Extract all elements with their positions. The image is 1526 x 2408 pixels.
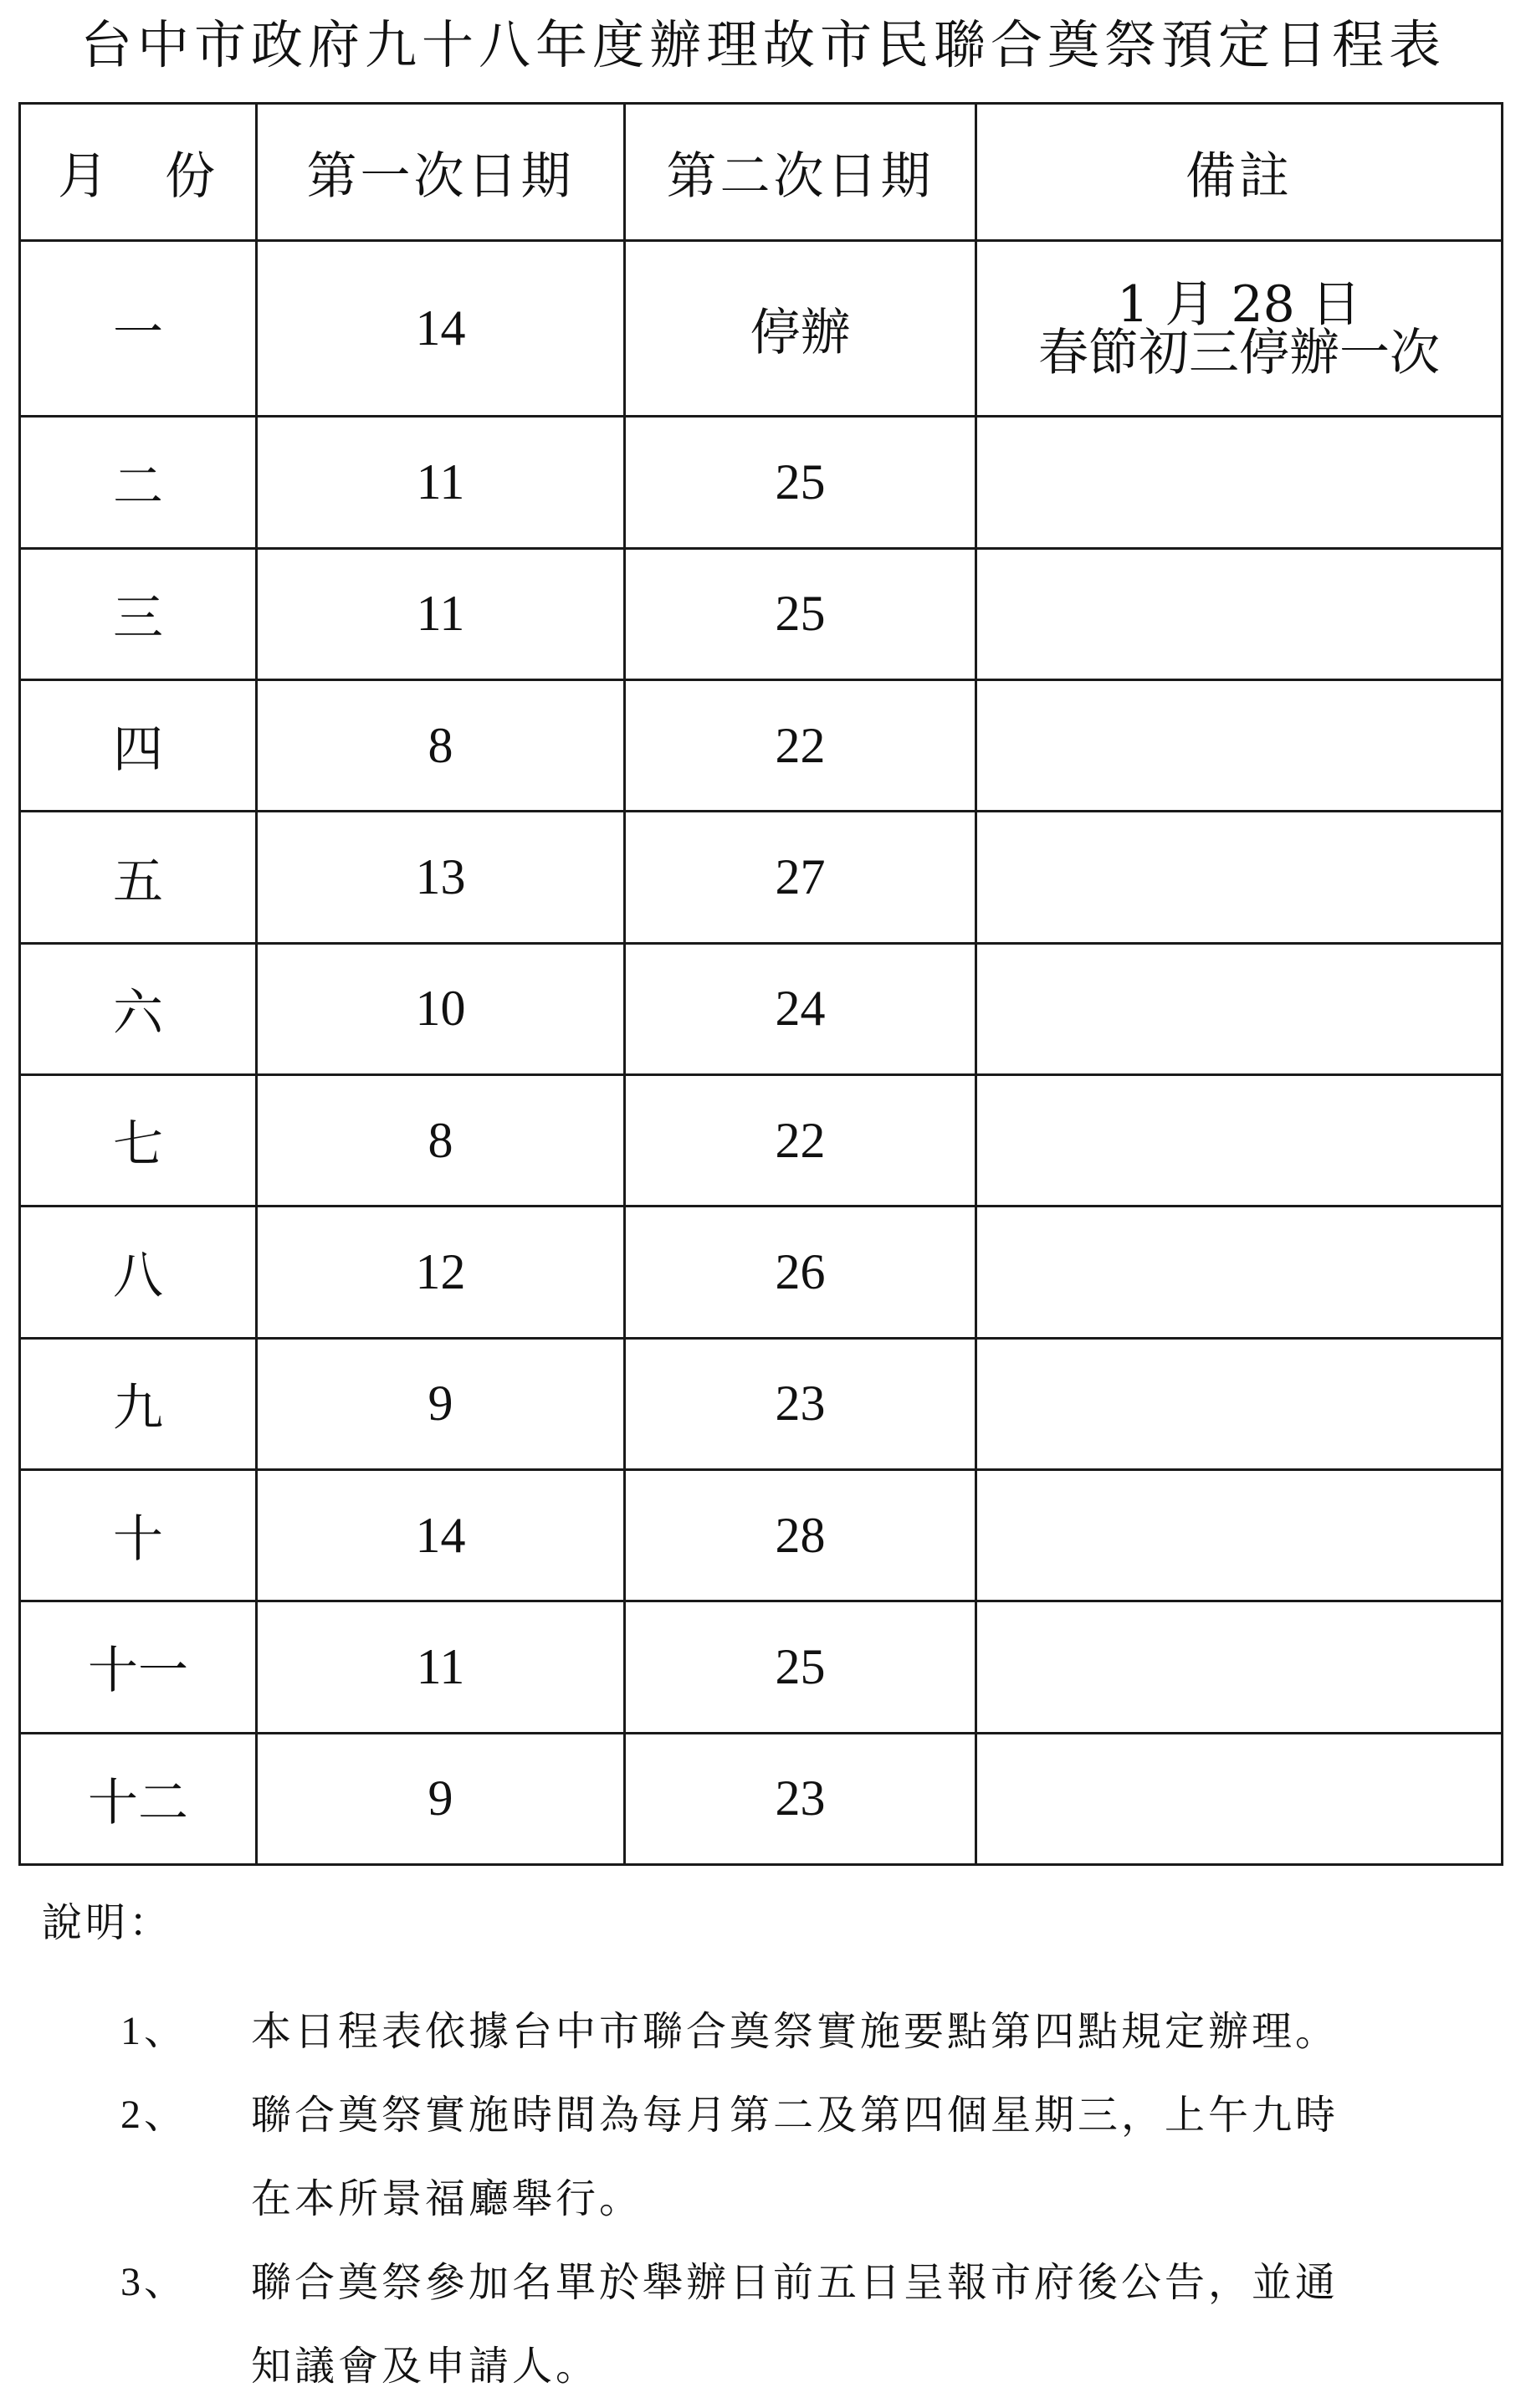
second-date-cell: 22: [625, 680, 976, 812]
table-row: [20, 1601, 1503, 1733]
header-second-date: 第二次日期: [625, 104, 976, 241]
note-number: 2、: [120, 2093, 188, 2137]
second-date-cell: 22: [625, 1075, 976, 1207]
note-text: [251, 2073, 1506, 2241]
month-cell: 二: [20, 417, 257, 548]
table-row: [20, 943, 1503, 1074]
note-line: 在本所景福廳舉行。: [251, 2175, 643, 2222]
first-date-cell: 9: [257, 1733, 625, 1864]
note-line: 聯合奠祭實施時間為每月第二及第四個星期三，上午九時: [251, 2092, 1339, 2139]
note-text: [251, 2241, 1506, 2408]
second-date-cell: 28: [625, 1469, 976, 1601]
remark-cell: [976, 1075, 1503, 1207]
remark-cell: [976, 1207, 1503, 1338]
note-number: 1、: [120, 2009, 188, 2053]
table-row: [20, 548, 1503, 679]
notes-section: [42, 1889, 1506, 2408]
first-date-cell: 14: [257, 241, 625, 417]
note-line: 聯合奠祭參加名單於舉辦日前五日呈報市府後公告，並通: [251, 2259, 1339, 2306]
remark-cell: [976, 812, 1503, 943]
month-cell: 三: [20, 548, 257, 679]
month-cell: 十一: [20, 1601, 257, 1733]
table-header-row: [20, 104, 1503, 241]
header-month: 月 份: [20, 104, 257, 241]
first-date-cell: 13: [257, 812, 625, 943]
second-date-cell: 23: [625, 1733, 976, 1864]
remark-date: 1 月 28 日: [1117, 274, 1361, 334]
table-row: [20, 1338, 1503, 1469]
remark-cell: [976, 680, 1503, 812]
remark-cell: [976, 1601, 1503, 1733]
month-cell: 十: [20, 1469, 257, 1601]
schedule-table: [18, 102, 1503, 1866]
note-line: 本日程表依據台中市聯合奠祭實施要點第四點規定辦理。: [251, 2008, 1339, 2055]
second-date-cell: 27: [625, 812, 976, 943]
first-date-cell: 11: [257, 548, 625, 679]
table-row: [20, 241, 1503, 417]
second-date-cell: 23: [625, 1338, 976, 1469]
second-date-cell: 24: [625, 943, 976, 1074]
table-row: [20, 680, 1503, 812]
month-cell: 八: [20, 1207, 257, 1338]
month-cell: 十二: [20, 1733, 257, 1864]
note-item: [42, 1990, 1506, 2073]
month-cell: 九: [20, 1338, 257, 1469]
note-number: 3、: [120, 2260, 188, 2304]
remark-cell: [976, 1338, 1503, 1469]
note-line: 知議會及申請人。: [251, 2343, 600, 2390]
first-date-cell: 12: [257, 1207, 625, 1338]
month-cell: 五: [20, 812, 257, 943]
second-date-cell: 25: [625, 417, 976, 548]
remark-cell: [976, 943, 1503, 1074]
table-row: [20, 1207, 1503, 1338]
remark-text: 春節初三停辦一次: [1038, 323, 1440, 382]
month-cell: 一: [20, 241, 257, 417]
table-row: [20, 1075, 1503, 1207]
first-date-cell: 11: [257, 1601, 625, 1733]
first-date-cell: 8: [257, 1075, 625, 1207]
first-date-cell: 9: [257, 1338, 625, 1469]
notes-label: 說明：: [42, 1899, 173, 1946]
remark-cell: [976, 548, 1503, 679]
header-remarks: 備註: [976, 104, 1503, 241]
second-date-cell: 25: [625, 548, 976, 679]
remark-cell: [976, 1733, 1503, 1864]
first-date-cell: 11: [257, 417, 625, 548]
note-text: [251, 1990, 1506, 2073]
note-item: [42, 2073, 1506, 2241]
month-cell: 七: [20, 1075, 257, 1207]
header-first-date: 第一次日期: [257, 104, 625, 241]
table-row: [20, 812, 1503, 943]
first-date-cell: 10: [257, 943, 625, 1074]
second-date-cell: 25: [625, 1601, 976, 1733]
first-date-cell: 8: [257, 680, 625, 812]
second-date-cell: 停辦: [625, 241, 976, 417]
month-cell: 六: [20, 943, 257, 1074]
note-item: [42, 2241, 1506, 2408]
month-cell: 四: [20, 680, 257, 812]
document-title: 台中市政府九十八年度辦理故市民聯合奠祭預定日程表: [79, 14, 1446, 75]
remark-cell: [976, 417, 1503, 548]
first-date-cell: 14: [257, 1469, 625, 1601]
remark-cell: [976, 241, 1503, 417]
table-row: [20, 417, 1503, 548]
second-date-cell: 26: [625, 1207, 976, 1338]
remark-cell: [976, 1469, 1503, 1601]
table-row: [20, 1733, 1503, 1864]
table-row: [20, 1469, 1503, 1601]
